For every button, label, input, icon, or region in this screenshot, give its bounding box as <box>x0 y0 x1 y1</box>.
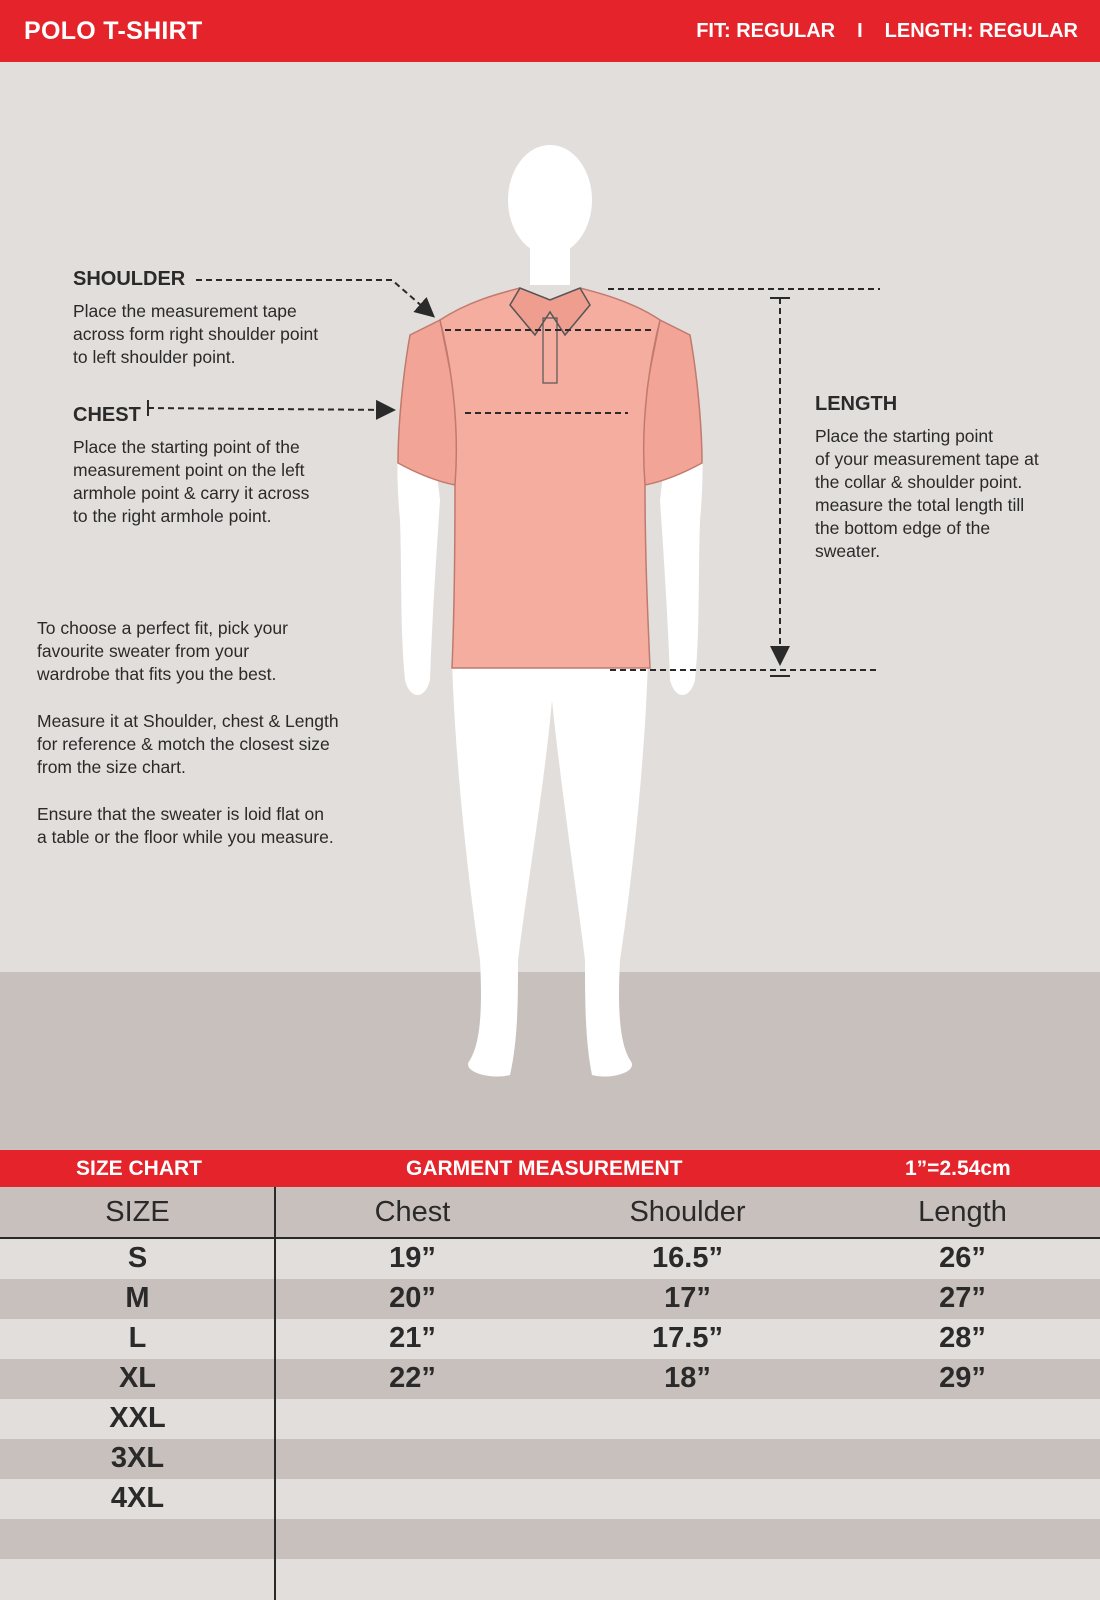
unit-conversion-label: 1”=2.54cm <box>905 1157 1011 1180</box>
chest-note <box>73 404 403 528</box>
size-cell: M <box>125 1282 150 1314</box>
polo-shirt <box>398 288 702 668</box>
garment-measurement-label: GARMENT MEASUREMENT <box>406 1157 683 1180</box>
length-title: LENGTH <box>815 393 898 415</box>
size-cell: S <box>127 1242 148 1274</box>
shoulder-title: SHOULDER <box>73 268 186 290</box>
table-row <box>0 1279 1100 1319</box>
table-row <box>0 1319 1100 1359</box>
chest-cell: 20” <box>389 1282 436 1314</box>
table-row <box>0 1399 1100 1439</box>
tip-text: To choose a perfect fit, pick your favourite sweater from your wardrobe that fits you the best. <box>37 618 288 684</box>
product-title: POLO T-SHIRT <box>24 17 203 45</box>
table-row <box>0 1359 1100 1399</box>
table-row <box>0 1479 1100 1519</box>
table-row <box>0 1519 1100 1559</box>
size-cell: XXL <box>109 1402 166 1434</box>
column-header-length: Length <box>918 1196 1007 1228</box>
column-header-size: SIZE <box>105 1196 170 1228</box>
size-cell: XL <box>118 1362 157 1394</box>
shoulder-cell: 18” <box>664 1362 711 1394</box>
length-cell: 26” <box>939 1242 986 1274</box>
tip-text: Measure it at Shoulder, chest & Length for reference & motch the closest size from the size chart. <box>37 711 339 777</box>
chest-title: CHEST <box>73 404 141 426</box>
length-cell: 28” <box>939 1322 986 1354</box>
length-text: Place the starting point of your measurement tape at the collar & shoulder point. measure the total length till the bottom edge of the sweater. <box>815 426 1039 561</box>
table-row <box>0 1439 1100 1479</box>
chest-cell: 19” <box>389 1242 436 1274</box>
length-cell: 29” <box>939 1362 986 1394</box>
fit-label: FIT: REGULAR <box>696 20 836 42</box>
length-note <box>815 393 1085 563</box>
chest-text: Place the starting point of the measurement point on the left armhole point & carry it across to the right armhole point. <box>73 437 310 526</box>
column-header-chest: Chest <box>374 1196 451 1228</box>
fit-separator: I <box>857 20 863 42</box>
size-table <box>0 1187 1100 1600</box>
size-chart-label: SIZE CHART <box>76 1157 202 1180</box>
shoulder-cell: 17.5” <box>652 1322 723 1354</box>
size-cell: 3XL <box>110 1442 165 1474</box>
size-cell: 4XL <box>110 1482 165 1514</box>
table-row <box>0 1559 1100 1599</box>
chest-cell: 21” <box>389 1322 436 1354</box>
header-divider <box>0 1237 1100 1239</box>
size-chart-bar <box>0 1150 1100 1187</box>
fit-tips <box>37 617 407 873</box>
column-divider <box>274 1187 276 1600</box>
tip-text: Ensure that the sweater is loid flat on a table or the floor while you measure. <box>37 804 334 847</box>
table-row <box>0 1239 1100 1279</box>
size-cell: L <box>128 1322 147 1354</box>
shoulder-text: Place the measurement tape across form right shoulder point to left shoulder point. <box>73 301 319 367</box>
chest-cell: 22” <box>389 1362 436 1394</box>
length-label: LENGTH: REGULAR <box>884 20 1078 42</box>
shoulder-note <box>73 268 403 369</box>
table-header-row <box>0 1187 1100 1237</box>
shoulder-cell: 17” <box>664 1282 711 1314</box>
shoulder-cell: 16.5” <box>652 1242 723 1274</box>
column-header-shoulder: Shoulder <box>629 1196 746 1228</box>
length-cell: 27” <box>939 1282 986 1314</box>
